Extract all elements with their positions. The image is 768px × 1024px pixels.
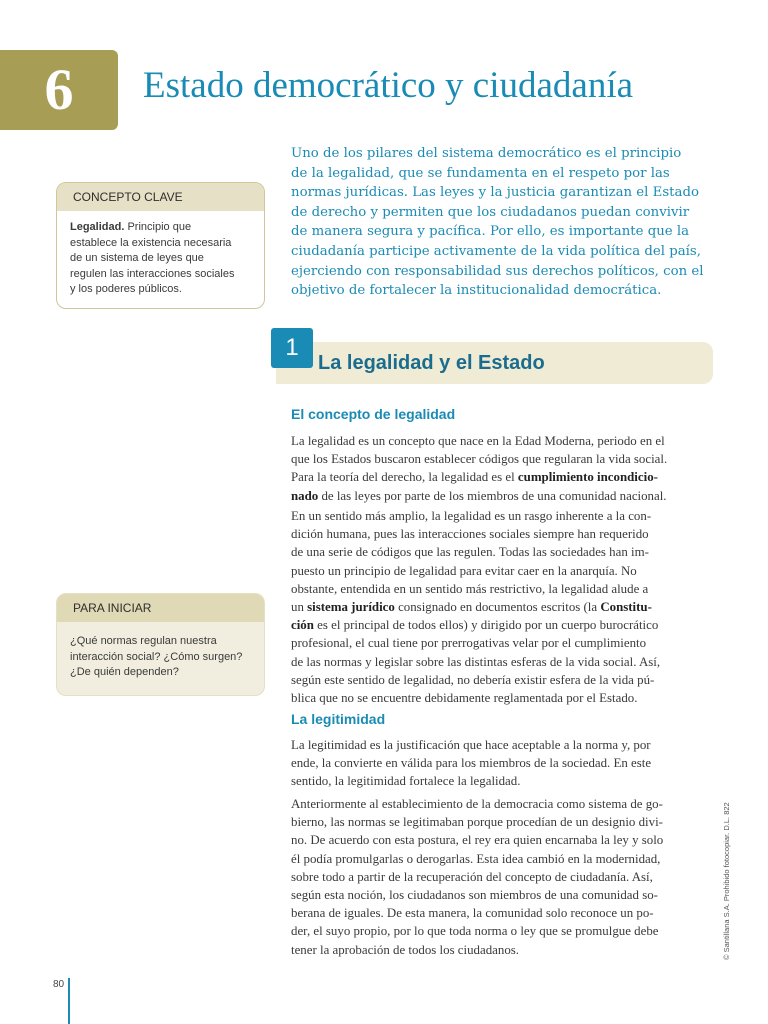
text-segment: Para la teoría del derecho, la legalidad es el [291, 470, 518, 485]
text-line: berana de iguales. De esta manera, la comunidad solo reconoce un po- [291, 906, 654, 921]
bold-term: sistema jurídico [307, 600, 395, 615]
paragraph-legitimidad-1 [291, 736, 713, 791]
text-line: En un sentido más amplio, la legalidad es un rasgo inherente a la con- [291, 509, 652, 523]
text-line: dición humana, pues las interacciones sociales siempre han requerido [291, 527, 649, 542]
intro-line: de derecho y permiten que los ciudadanos puedan convivir [291, 204, 690, 220]
section-title: La legalidad y el Estado [318, 352, 545, 374]
paragraph-legalidad-2 [291, 507, 713, 707]
para-iniciar-heading: PARA INICIAR [57, 594, 264, 622]
intro-line: de manera segura y pacífica. Por ello, es importante que la [291, 224, 690, 240]
text-line: La legalidad es un concepto que nace en la Edad Moderna, periodo en el [291, 434, 665, 448]
text-line: de las normas y legislar sobre las distintas esferas de la vida social. Así, [291, 654, 661, 669]
text-line: puesto un principio de legalidad para evitar caer en la anarquía. No [291, 563, 637, 578]
text-line: der, el suyo propio, por lo que toda norma o ley que se promulgue debe [291, 924, 659, 939]
bold-term: cumplimiento incondicio- [517, 470, 658, 485]
page-number-rule [68, 978, 70, 1024]
text-line: bierno, las normas se legitimaban porque procedían de un designio divi- [291, 815, 663, 830]
concepto-clave-body [57, 211, 264, 308]
text-line: ende, la convierte en válida para los miembros de la sociedad. En este [291, 756, 652, 771]
concepto-clave-text: y los poderes públicos. [70, 283, 182, 295]
para-iniciar-question: ¿Qué normas regulan nuestra [70, 635, 217, 647]
text-line: según este sentido de legalidad, no debería existir esfera de la vida pú- [291, 672, 655, 687]
paragraph-legalidad-1 [291, 432, 713, 505]
text-segment: de las leyes por parte de los miembros de una comunidad nacional. [318, 488, 667, 503]
text-line: tener la aprobación de todos los ciudadanos. [291, 942, 520, 957]
intro-paragraph [291, 144, 731, 301]
concepto-clave-text: de un sistema de leyes que [70, 252, 204, 264]
text-line: sobre todo a partir de la recuperación del concepto de ciudadanía. Así, [291, 869, 653, 884]
text-line: La legitimidad es la justificación que hace aceptable a la norma y, por [291, 738, 651, 752]
concepto-clave-heading: CONCEPTO CLAVE [57, 183, 264, 211]
concepto-clave-text: regulen las interacciones sociales [70, 267, 235, 280]
intro-line: ciudadanía participe activamente de la vida política del país, [291, 243, 701, 259]
text-line: él podía promulgarlas o derogarlas. Esta idea cambió en la modernidad, [291, 851, 661, 866]
intro-line: ejerciendo con responsabilidad sus derechos políticos, con el [291, 263, 704, 279]
chapter-number: 6 [44, 57, 74, 122]
bold-term: ción [291, 618, 314, 633]
page-number: 80 [53, 979, 65, 990]
para-iniciar-body [57, 622, 264, 695]
chapter-number-tab [0, 50, 118, 130]
concepto-clave-term: Legalidad. [70, 221, 125, 233]
text-line: profesional, el cual tiene por prerrogativas velar por el cumplimiento [291, 636, 647, 651]
chapter-title: Estado democrático y ciudadanía [143, 65, 634, 106]
text-line: blica que no se encuentre debidamente reglamentada por el Estado. [291, 691, 638, 706]
para-iniciar-box [56, 593, 265, 696]
concepto-clave-text: Principio que [124, 221, 192, 233]
para-iniciar-question: ¿De quién dependen? [70, 666, 179, 678]
text-line: según esta noción, los ciudadanos son miembros de una comunidad so- [291, 888, 658, 903]
text-line: Anteriormente al establecimiento de la democracia como sistema de go- [291, 797, 663, 811]
text-line: no. De acuerdo con esta postura, el rey era quien encarnaba la ley y solo [291, 833, 664, 848]
concepto-clave-text: establece la existencia necesaria [70, 236, 232, 249]
intro-line: de la legalidad, que se fundamenta en el respeto por las [291, 165, 670, 181]
intro-line: Uno de los pilares del sistema democrático es el principio [291, 146, 682, 161]
subhead-legitimidad: La legitimidad [291, 711, 386, 727]
paragraph-legitimidad-2 [291, 795, 713, 959]
text-segment: es el principal de todos ellos) y dirigido por un cuerpo burocrático [313, 618, 659, 633]
para-iniciar-question: interacción social? ¿Cómo surgen? [70, 650, 243, 663]
text-line: de una serie de códigos que las regulen. Todas las sociedades han im- [291, 545, 649, 560]
text-segment: un [291, 600, 308, 615]
intro-line: normas jurídicas. Las leyes y la justicia garantizan el Estado [291, 185, 699, 201]
section-number: 1 [271, 328, 313, 368]
text-segment: consignado en documentos escritos (la [394, 600, 601, 615]
bold-term: Constitu- [600, 600, 652, 615]
text-line: que los Estados buscaron establecer códigos que regularan la vida social. [291, 452, 668, 467]
bold-term: nado [291, 488, 319, 503]
text-line: sentido, la legitimidad fortalece la legalidad. [291, 774, 521, 789]
intro-line: objetivo de fortalecer la institucionalidad democrática. [291, 283, 662, 299]
subhead-concepto-legalidad: El concepto de legalidad [291, 406, 456, 422]
text-line: obstante, entendida en un sentido más restrictivo, la legalidad alude a [291, 581, 649, 596]
copyright-notice: © Santillana S.A. Prohibido fotocopiar. D.L. 822 [722, 802, 731, 960]
concepto-clave-box [56, 182, 265, 309]
